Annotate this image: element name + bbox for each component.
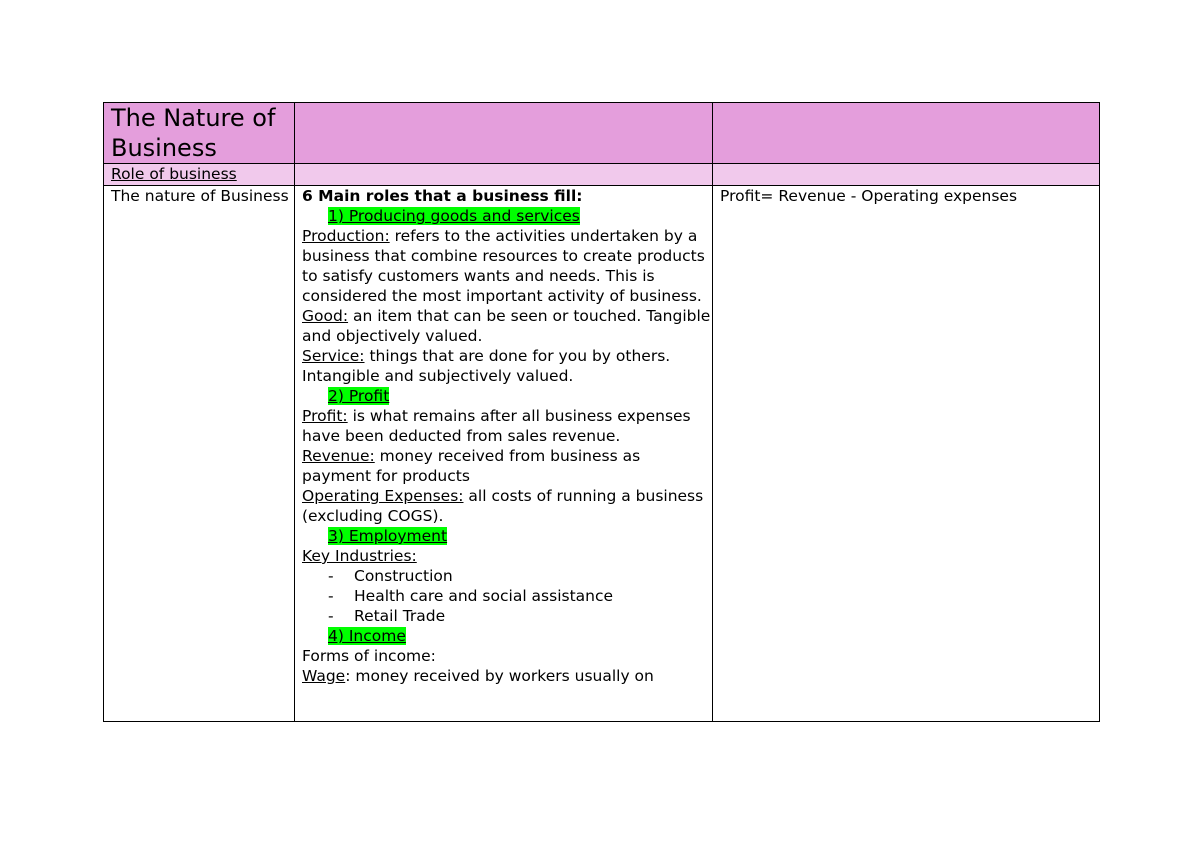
content-row — [104, 186, 1100, 722]
production-term: Production: — [302, 227, 390, 245]
forms-of-income-label: Forms of income: — [302, 647, 436, 665]
industry-text: Retail Trade — [354, 607, 446, 625]
title-cell — [104, 103, 295, 164]
wage-term: Wage — [302, 667, 346, 685]
section-cell — [104, 164, 295, 186]
section-row — [104, 164, 1100, 186]
industry-item: - Construction — [328, 567, 453, 585]
role-1 — [302, 206, 712, 226]
good-text: an item that can be seen or touched. Tangible and objectively valued. — [302, 307, 711, 345]
notes-cell — [295, 186, 713, 722]
revenue-term: Revenue: — [302, 447, 375, 465]
role-1-label: 1) Producing goods and services — [328, 207, 580, 225]
key-industries-label: Key Industries: — [302, 547, 417, 565]
section-heading: Role of business — [111, 165, 237, 183]
good-term: Good: — [302, 307, 349, 325]
opex-term: Operating Expenses: — [302, 487, 464, 505]
wage-definition — [302, 666, 712, 686]
formula-cell — [713, 186, 1100, 722]
profit-definition — [302, 406, 712, 446]
production-definition — [302, 226, 712, 306]
industry-item: - Retail Trade — [328, 607, 446, 625]
topic-label: The nature of Business — [111, 187, 289, 205]
service-definition — [302, 346, 712, 386]
opex-text: all costs of running a business (excluding COGS). — [302, 487, 704, 525]
document-title: The Nature of Business — [111, 104, 276, 162]
role-3 — [302, 526, 712, 546]
wage-text: : money received by workers usually on — [345, 667, 654, 685]
notes-table — [103, 102, 1100, 722]
section-cell-empty-2 — [295, 164, 713, 186]
role-3-label: 3) Employment — [328, 527, 448, 545]
role-4-label: 4) Income — [328, 627, 406, 645]
section-cell-empty-3 — [713, 164, 1100, 186]
title-cell-empty-2 — [295, 103, 713, 164]
role-4 — [302, 626, 712, 646]
title-row — [104, 103, 1100, 164]
industry-item: - Health care and social assistance — [328, 587, 614, 605]
good-definition — [302, 306, 712, 346]
production-text: refers to the activities undertaken by a business that combine resources to create products to satisfy customers wants and needs. This is considered the most important activity of business. — [302, 227, 705, 305]
service-term: Service: — [302, 347, 365, 365]
topic-cell — [104, 186, 295, 722]
profit-formula: Profit= Revenue - Operating expenses — [720, 187, 1018, 205]
title-cell-empty-3 — [713, 103, 1100, 164]
notes-body — [302, 186, 712, 721]
industry-text: Construction — [354, 567, 453, 585]
industry-text: Health care and social assistance — [354, 587, 614, 605]
opex-definition — [302, 486, 712, 526]
revenue-definition — [302, 446, 712, 486]
profit-text: is what remains after all business expenses have been deducted from sales revenue. — [302, 407, 691, 445]
role-2 — [302, 386, 712, 406]
role-2-label: 2) Profit — [328, 387, 390, 405]
roles-heading: 6 Main roles that a business fill: — [302, 187, 583, 205]
service-text: things that are done for you by others. Intangible and subjectively valued. — [302, 347, 671, 385]
revenue-text: money received from business as payment for products — [302, 447, 641, 485]
profit-term: Profit: — [302, 407, 348, 425]
